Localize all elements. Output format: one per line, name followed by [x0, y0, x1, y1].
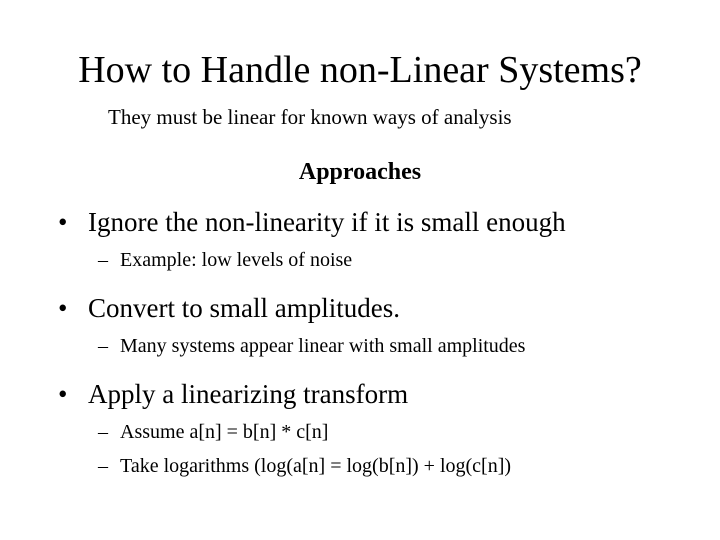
- bullet-text: Ignore the non-linearity if it is small enough: [88, 207, 566, 237]
- sub-item-text: Assume a[n] = b[n] * c[n]: [120, 421, 329, 443]
- bullet-item: [58, 375, 708, 483]
- sub-marker: –: [98, 421, 108, 443]
- slide-title: How to Handle non-Linear Systems?: [78, 49, 642, 91]
- sub-item-text: Many systems appear linear with small amplitudes: [120, 335, 526, 357]
- bullet-marker: •: [58, 207, 68, 237]
- sub-list: [88, 243, 708, 277]
- bullet-marker: •: [58, 379, 68, 409]
- bullet-marker: •: [58, 293, 68, 323]
- sub-list: [88, 415, 708, 483]
- bullet-list: [58, 203, 708, 483]
- sub-marker: –: [98, 335, 108, 357]
- sub-marker: –: [98, 249, 108, 271]
- section-heading: Approaches: [298, 159, 422, 185]
- sub-list: [88, 329, 708, 363]
- sub-item: [98, 415, 708, 449]
- sub-item: [98, 449, 708, 483]
- sub-item: [98, 329, 708, 363]
- bullet-item: [58, 203, 708, 277]
- sub-item-text: Example: low levels of noise: [120, 249, 353, 271]
- sub-item-text: Take logarithms (log(a[n] = log(b[n]) + log(c[n]): [120, 455, 512, 477]
- bullet-text: Apply a linearizing transform: [88, 379, 409, 409]
- bullet-item: [58, 289, 708, 363]
- sub-marker: –: [98, 455, 108, 477]
- sub-item: [98, 243, 708, 277]
- slide-subtitle: They must be linear for known ways of analysis: [108, 105, 512, 129]
- bullet-text: Convert to small amplitudes.: [88, 293, 400, 323]
